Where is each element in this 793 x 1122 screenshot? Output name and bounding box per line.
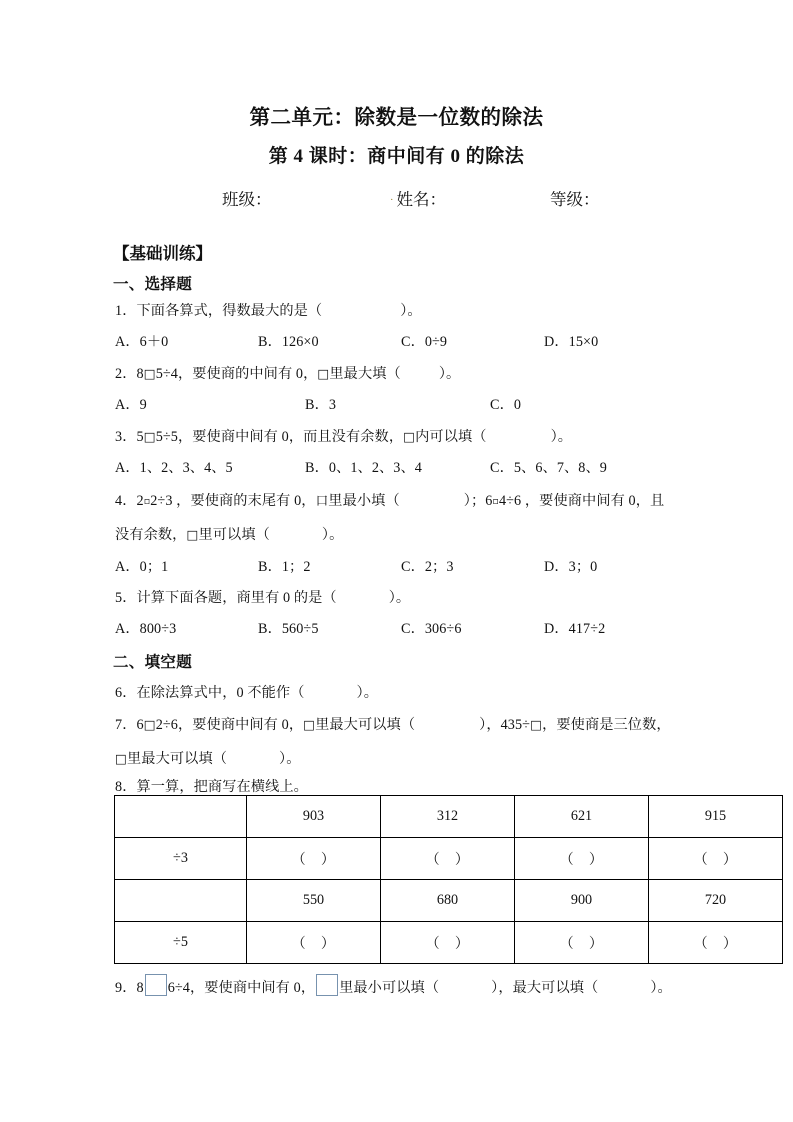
class-label: 班级：: [222, 190, 272, 209]
blank-box-icon: □: [143, 717, 156, 732]
name-label: 姓名：: [396, 190, 446, 209]
question-5-text-a: 5．计算下面各题，商里有 0 的是（: [115, 590, 337, 606]
question-2-option-b[interactable]: B．3: [305, 397, 337, 413]
question-7-text-p1: 7．6: [115, 717, 144, 733]
question-6-text-b: ）。: [356, 685, 378, 701]
question-4-line-1: [115, 490, 664, 510]
blank-box-icon: □: [403, 429, 416, 444]
question-2-option-a[interactable]: A．9: [115, 397, 147, 413]
blank-box-icon: □: [530, 717, 543, 732]
table-answer-cell[interactable]: （ ）: [381, 838, 515, 880]
table-cell: 915: [649, 796, 783, 838]
question-3-option-b[interactable]: B．0、1、2、3、4: [305, 460, 422, 476]
blank-box-icon: □: [303, 717, 316, 732]
question-4-option-c[interactable]: C．2；3: [401, 559, 454, 575]
question-4-text-p1: 4．2: [115, 493, 144, 509]
question-3-text-p3: 内可以填（: [415, 429, 487, 445]
section-heading-basic-training: 【基础训练】: [113, 244, 212, 263]
blank-box-icon: 口: [315, 493, 329, 508]
question-9-text-p1: 9．8: [115, 980, 144, 996]
question-5-option-b[interactable]: B．560÷5: [258, 621, 319, 637]
answer-box-input-1[interactable]: [145, 974, 167, 996]
question-9: [115, 974, 672, 997]
table-cell: 621: [515, 796, 649, 838]
question-1: [115, 300, 422, 320]
question-4-option-b[interactable]: B．1；2: [258, 559, 311, 575]
question-2-text-p3: 里最大填（: [329, 366, 401, 382]
section-heading-choice: 一、选择题: [113, 276, 193, 293]
blank-box-icon: ▫: [143, 496, 151, 507]
question-5: [115, 587, 410, 607]
separator-dot: ·: [389, 194, 394, 206]
table-answer-cell[interactable]: （ ）: [247, 838, 381, 880]
question-9-text-p5: ）。: [650, 980, 672, 996]
question-4-text-l2p2: 里可以填（: [198, 527, 270, 543]
question-4-line-2: [115, 524, 343, 544]
question-5-option-a[interactable]: A．800÷3: [115, 621, 177, 637]
question-1-option-c[interactable]: C．0÷9: [401, 334, 448, 350]
table-row-label: ÷5: [115, 922, 247, 964]
question-2-text-p4: ）。: [438, 366, 461, 382]
table-cell: 550: [247, 880, 381, 922]
table-answer-cell[interactable]: （ ）: [381, 922, 515, 964]
table-row: [115, 922, 783, 964]
question-2: [115, 363, 460, 383]
table-cell: 312: [381, 796, 515, 838]
blank-box-icon: ▫: [492, 496, 499, 507]
table-row-label: [115, 796, 247, 838]
question-4-text-p4: ）；6: [463, 493, 493, 509]
blank-box-icon: □: [143, 429, 156, 444]
question-7-text-l2p2: ）。: [279, 751, 301, 767]
question-6: [115, 682, 378, 702]
question-7-line-1: [115, 714, 671, 734]
question-7-text-l2p1: 里最大可以填（: [127, 751, 228, 767]
page-title-lesson: 第 4 课时：商中间有 0 的除法: [268, 146, 525, 167]
question-7-text-p5: ，要使商是三位数，: [542, 717, 671, 733]
question-5-option-c[interactable]: C．306÷6: [401, 621, 462, 637]
table-cell: 720: [649, 880, 783, 922]
question-9-text-p2: 6÷4，要使商中间有 0，: [167, 980, 316, 996]
question-1-option-b[interactable]: B．126×0: [258, 334, 319, 350]
question-7-line-2: [115, 748, 301, 768]
table-cell: 680: [381, 880, 515, 922]
table-answer-cell[interactable]: （ ）: [515, 922, 649, 964]
question-1-text-b: ）。: [400, 303, 422, 319]
table-answer-cell[interactable]: （ ）: [247, 922, 381, 964]
quotient-table: [114, 795, 783, 964]
page-title-unit: 第二单元：除数是一位数的除法: [249, 107, 544, 129]
blank-box-icon: □: [317, 366, 330, 381]
section-heading-fill-blank: 二、填空题: [113, 654, 193, 671]
table-row-label: [115, 880, 247, 922]
question-4-option-a[interactable]: A．0；1: [115, 559, 169, 575]
table-row: [115, 796, 783, 838]
question-3-text-p1: 3．5: [115, 429, 144, 445]
question-4-text-p5: 4÷6 ，要使商中间有 0，且: [498, 493, 665, 509]
table-row: [115, 838, 783, 880]
question-7-text-p4: ），435÷: [479, 717, 531, 733]
table-answer-cell[interactable]: （ ）: [515, 838, 649, 880]
question-2-option-c[interactable]: C．0: [490, 397, 522, 413]
question-6-text-a: 6．在除法算式中，0 不能作（: [115, 685, 305, 701]
table-answer-cell[interactable]: （ ）: [649, 838, 783, 880]
question-3-option-c[interactable]: C．5、6、7、8、9: [490, 460, 607, 476]
question-2-text-p2: 5÷4，要使商的中间有 0，: [155, 366, 318, 382]
question-5-text-b: ）。: [388, 590, 411, 606]
question-9-text-p3: 里最小可以填（: [339, 980, 440, 996]
table-answer-cell[interactable]: （ ）: [649, 922, 783, 964]
question-4-text-l2p3: ）。: [321, 527, 344, 543]
question-3: [115, 426, 572, 446]
table-row-label: ÷3: [115, 838, 247, 880]
question-4-text-p3: 里最小填（: [328, 493, 400, 509]
grade-label: 等级：: [550, 190, 600, 209]
question-7-text-p2: 2÷6，要使商中间有 0，: [155, 717, 304, 733]
question-1-option-d[interactable]: D．15×0: [544, 334, 599, 350]
blank-box-icon: □: [115, 751, 127, 766]
question-5-option-d[interactable]: D．417÷2: [544, 621, 606, 637]
question-9-text-p4: ），最大可以填（: [491, 980, 599, 996]
question-8: 8．算一算，把商写在横线上。: [115, 779, 308, 795]
question-3-text-p2: 5÷5，要使商中间有 0，而且没有余数，: [155, 429, 404, 445]
table-cell: 900: [515, 880, 649, 922]
question-3-option-a[interactable]: A．1、2、3、4、5: [115, 460, 233, 476]
answer-box-input-2[interactable]: [316, 974, 338, 996]
blank-box-icon: □: [143, 366, 156, 381]
question-1-option-a[interactable]: A．6＋0: [115, 334, 169, 350]
question-4-option-d[interactable]: D．3；0: [544, 559, 598, 575]
question-2-text-p1: 2．8: [115, 366, 144, 382]
question-3-text-p4: ）。: [550, 429, 573, 445]
student-info-line: [222, 186, 622, 210]
question-4-text-l2p1: 没有余数，: [115, 527, 187, 543]
table-cell: 903: [247, 796, 381, 838]
question-4-text-p2: 2÷3 ，要使商的末尾有 0，: [150, 493, 316, 509]
table-row: [115, 880, 783, 922]
question-7-text-p3: 里最大可以填（: [315, 717, 416, 733]
blank-box-icon: □: [186, 527, 199, 542]
question-1-text-a: 1．下面各算式，得数最大的是（: [115, 303, 323, 319]
